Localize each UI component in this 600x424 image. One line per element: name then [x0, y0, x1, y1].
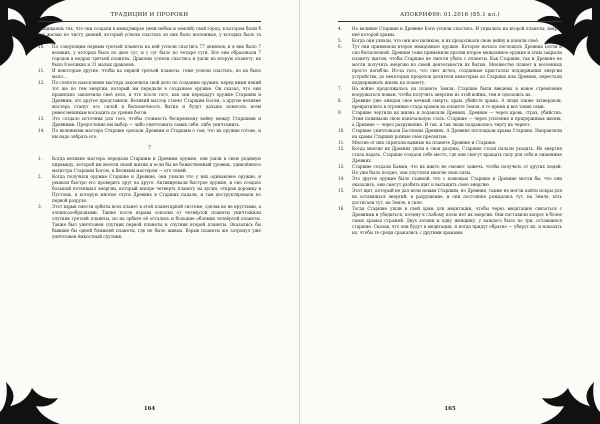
item-text: Это создало источник для того, чтобы стоимость бескрепкому войну между Старшими и Древними. Предостение им выбор — либо уничтожить самих себя, либо уничтожить.	[52, 116, 261, 127]
section-number: 7	[148, 146, 151, 151]
item-text: Древние уже ожидая свое вечный смерть, храм, убийств храма. А люди также затвердели, превратились в огромные стада храмов на планете Земля, в то время и все такие сами.	[352, 98, 562, 109]
right-page	[300, 0, 600, 424]
opening-paragraph: защищаешь тех, что они создали в междумирье (меж небом и землёй) свой город, в котором были б тот желаю по чисту деяний, который успели спастись из них было вселенные, у которых было та луг.	[38, 26, 261, 43]
item-number: 15.	[338, 188, 345, 193]
list-item	[38, 116, 261, 128]
item-text: По слепоте накопление мастера закончили свой дело по созданию оружия, перед ними некий тот же по тем энергии, который им передали в созданное оружие. Он сказал, что они правильно закончили своё дело, и что после того, как они передадут оружие Старшим и Древним, это другое представили. Великий мастер станет Старшим Богом, а другие великие мастера станут его силой в бесконечность бытия и будут дальше помогать всем ремесленникам восходить до уровня богов.	[52, 80, 261, 115]
item-text: И некоторые другие, чтобы на первой третьей планеты, тоже успели спастись, но их было мало...	[52, 68, 261, 79]
item-number: 4.	[338, 26, 342, 31]
list-item	[338, 176, 562, 188]
item-text: Тогда Старшие ушли в свой храм для медитации, чтобы через медитацию связаться с Древними и убедиться, почему к слабому полю нет их энергии. Они поставили вопрос в более своих храмах стражей. Двух хозяин и одну женщину, у каждого было по три, оставшиеся старшие. Сказав, что они будут в медитации, и когда придут обратно — уберут их, и наказать их, чтобы те среди сражались с другими храмами.	[352, 206, 562, 235]
item-number: 11.	[38, 68, 45, 73]
item-number: 13.	[38, 116, 45, 121]
list-item	[338, 206, 562, 236]
item-number: 6.	[338, 44, 342, 49]
item-number: 12.	[338, 146, 345, 151]
item-text: Когда они узнали, что они все целиком, и их продолжали свою войну и поняли своё.	[352, 38, 540, 43]
list-item	[338, 98, 562, 110]
list-item	[38, 80, 261, 116]
running-header: АПОКРИФ99: 01.2016 (85.1 кл.)	[400, 12, 500, 18]
list-item	[38, 204, 261, 240]
item-text: Когда получили оружие Старшие и Древние, они узнали что у них одинаковое оружие, и решили быстро его проверить друг на друге. Активировали быстрое оружие, и оно создало большой потенциал энергии, который вскоре четверть планету на куски, открыв дорожку в Пустошь, в которую многие слуги Древних и Старших падали, и там деструктировали по первой разрухе.	[52, 174, 261, 203]
list-item	[338, 128, 562, 140]
item-number: 13.	[338, 164, 345, 169]
item-text: Многие от них спрятали важные на планете Древние и Старшие.	[352, 140, 497, 145]
list-item	[338, 164, 562, 176]
item-number: 3.	[38, 204, 42, 209]
left-text-block	[38, 26, 261, 394]
item-number: 2.	[38, 174, 42, 179]
right-text-block	[338, 26, 562, 394]
list-item	[38, 128, 261, 140]
item-text: Но великие Старшие и Древние Боги успели спастись. И укрылись на второй планеты, вокруг неё которой храмы.	[352, 26, 562, 37]
list-item	[338, 44, 562, 86]
list-item	[338, 110, 562, 128]
list-item	[338, 188, 562, 206]
item-number: 11.	[338, 140, 345, 145]
list-item	[38, 174, 261, 204]
list-item	[338, 86, 562, 98]
item-text: Старшие чертили их жизнь и подавляли Древних. Древние — через кровь, страх, убийства. Этим пожимали свою изначальную стать: Старшие — через усиление и придерживая жизни, а Древние — через разрушение. И так, и так люди поддавались черту их чернот.	[352, 110, 562, 127]
page-number: 164	[143, 406, 156, 412]
item-number: 1.	[38, 156, 42, 161]
header-rule	[338, 21, 562, 22]
item-number: 8.	[338, 98, 342, 103]
item-number: 9.	[338, 110, 342, 115]
item-number: 5.	[338, 38, 342, 43]
item-text: Когда великие мастера передали Старшим и Древним оружие, они ушли в свою родимую пирамиду, которой им велели своей жизни и если бы не божественный уровень, удивлённого магистра Старшим Богом, и Великим мастером — его семей.	[52, 156, 261, 173]
item-text: Это другое оружие было главной, что с помощью Старшие и Древние могли бы, что они оказались, они смогут разбить щит и вытащить свою энергию.	[352, 176, 562, 187]
item-number: 10.	[38, 44, 45, 49]
list-item	[338, 26, 562, 38]
list-item	[38, 156, 261, 174]
header-rule	[38, 21, 261, 22]
list-item	[338, 146, 562, 164]
item-number: 14.	[38, 128, 45, 133]
item-number: 10.	[338, 128, 345, 133]
item-text: Старшие создали Камни, что их никто не сможет зажечь, чтобы получить от других людей. Но уже было поздно, они упустили многие свои силы.	[352, 164, 562, 175]
page-number: 165	[444, 406, 456, 412]
item-text: Этот щит, который не дал всем новым Старшим, но Древние, также не могли найти искры для их оставшихся энергий, в разрушение, и они постоянно рождались тут, на Земле, хоть достигали тут, на Земле, в силе.	[352, 188, 562, 205]
item-number: 14.	[338, 176, 345, 181]
item-number: 16.	[338, 206, 345, 211]
list-item	[38, 68, 261, 80]
item-number: 7.	[338, 86, 342, 91]
running-header: ТРАДИЦИИ И ПРОРОКИ	[110, 12, 189, 18]
item-text: По следующим первым третьей планеты на ней успели спастись 77 демонов, и в них было 7 великих, у которых было по двое суг, и у суг было по четыре суги. Все они образовали 7 городов в недрах третьей планеты. Драконы успели спастись и ушли на вторую планету, их было 8 великих и 31 малых драконов.	[52, 44, 261, 67]
item-text: Этот взрыв смести орбиты всех планет в этой планетарной системе, сделав их не круглыми, а эллипсоообразными. Также после взрыва осколки от четвёртой планеты уничтожили спутник третьей планеты, но на орбите её остались и большие обломки четвёртой планеты. Также был уничтожен спутник первой планеты и спутник второй планеты. Оказались бы бывшие бы одной ближней планеты, где не было живых. Взрыв планеты же затронул уже уничтожен ёмкостный спутник.	[52, 204, 261, 239]
item-text: Старшие уничтожали Бастионы Древних. А Древние поглощали храмы Старших. Направляли на храмы Старших разные свои пресвятые.	[352, 128, 562, 139]
item-text: Тут они применяли второе междомное оружие. Которое начало поглощать Древних Богов и сил бесполезной. Древние тоже применили против второе междомное оружие и этим закрыли планету щитом, чтобы Старшие не смогли убить с планеты. Как Старшие, так и Древние не могли получить энергию из своей деятельности их бытия. Множество планет и вселенных просто погибли. Из-за того, что свет исчез, созданные кристаллы поддержания энергии устройства, до некоторых пределов делители некоторые из Старших или Древних, перестали поддерживать жизнь на планету.	[352, 44, 562, 85]
item-text: На войне продолжалась на планете Земля, Старшие были введены в новое стремление вооружаться новым, чтобы получить энергию из этой войны, тем и сделались их.	[352, 86, 562, 97]
item-text: Когда многие их Древних ушли в свои разумы, Старшие стали начали уходить. Их энергия стала падать. Старшие создали себе место, где они смогут вращать силу для себя и лишенные Древних.	[352, 146, 562, 163]
item-text: По велениями мастера Старшие сделали Древним и Старшим о том, что их оружие готово, и им надо забрать его.	[52, 128, 261, 139]
list-item	[38, 44, 261, 68]
item-number: 12.	[38, 80, 45, 85]
